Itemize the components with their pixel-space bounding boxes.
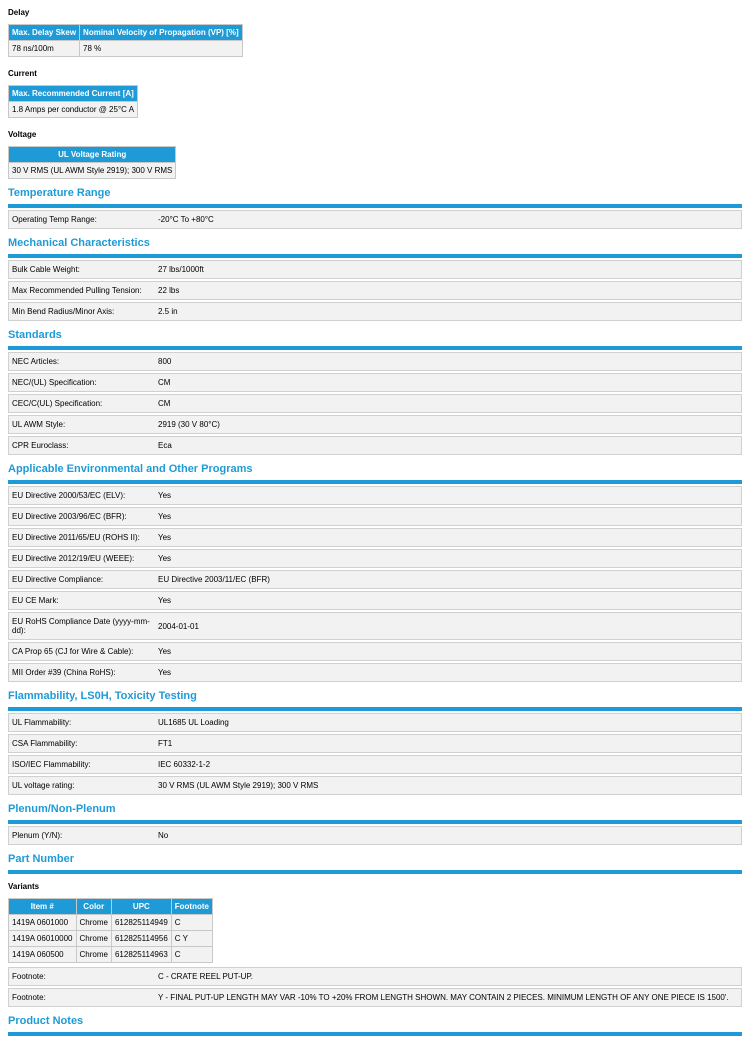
row-label: Min Bend Radius/Minor Axis: — [12, 307, 115, 316]
delay-header-vp: Nominal Velocity of Propagation (VP) [%] — [80, 25, 242, 40]
section-title-temperature: Temperature Range — [8, 187, 111, 199]
standards-row — [8, 373, 742, 392]
row-value: Yes — [158, 533, 172, 542]
environmental-row — [8, 570, 742, 589]
variants-header-upc: UPC — [112, 899, 171, 914]
variant-footnote: C Y — [172, 931, 212, 946]
row-value: UL1685 UL Loading — [158, 718, 229, 727]
variant-color: Chrome — [77, 931, 111, 946]
section-title-part-number: Part Number — [8, 853, 75, 865]
voltage-label: Voltage — [8, 130, 37, 139]
section-divider — [8, 707, 742, 711]
row-value: 27 lbs/1000ft — [158, 265, 204, 274]
row-value: 22 lbs — [158, 286, 180, 295]
current-table — [8, 85, 138, 118]
footnote-row — [8, 967, 742, 986]
row-value: CM — [158, 378, 171, 387]
row-value: Yes — [158, 647, 172, 656]
row-label: EU Directive 2003/96/EC (BFR): — [12, 512, 127, 521]
row-value: 2919 (30 V 80°C) — [158, 420, 220, 429]
footnote-key: Footnote: — [12, 972, 46, 981]
row-value: 2004-01-01 — [158, 621, 199, 631]
product-notes-section — [8, 1015, 742, 1036]
row-value: 800 — [158, 357, 172, 366]
row-label: CA Prop 65 (CJ for Wire & Cable): — [12, 647, 134, 656]
variant-footnote: C — [172, 915, 212, 930]
flammability-row — [8, 755, 742, 774]
row-label: MII Order #39 (China RoHS): — [12, 668, 116, 677]
environmental-row — [8, 507, 742, 526]
section-title-environmental: Applicable Environmental and Other Programs — [8, 463, 253, 475]
delay-skew-value: 78 ns/100m — [9, 41, 79, 56]
variant-upc: 612825114963 — [112, 947, 171, 962]
section-divider — [8, 204, 742, 208]
row-value: 30 V RMS (UL AWM Style 2919); 300 V RMS — [158, 781, 319, 790]
standards-row — [8, 415, 742, 434]
temperature-rows — [8, 210, 742, 229]
standards-row — [8, 436, 742, 455]
row-value: Yes — [158, 512, 172, 521]
row-value: CM — [158, 399, 171, 408]
standards-section — [8, 329, 742, 455]
environmental-row — [8, 549, 742, 568]
environmental-row — [8, 486, 742, 505]
mechanical-section — [8, 237, 742, 321]
footnote-key: Footnote: — [12, 993, 46, 1002]
row-label: CPR Euroclass: — [12, 441, 69, 450]
footnote-row — [8, 988, 742, 1007]
row-value: IEC 60332-1-2 — [158, 760, 211, 769]
plenum-row — [8, 826, 742, 845]
voltage-table — [8, 146, 176, 179]
row-label: Plenum (Y/N): — [12, 831, 63, 840]
row-value: 2.5 in — [158, 307, 178, 316]
table-row — [9, 931, 212, 946]
variant-footnote: C — [172, 947, 212, 962]
section-title-mechanical: Mechanical Characteristics — [8, 237, 150, 249]
row-value: Eca — [158, 441, 172, 450]
variant-upc: 612825114956 — [112, 931, 171, 946]
environmental-row — [8, 591, 742, 610]
part-number-section — [8, 853, 742, 1007]
variant-upc: 612825114949 — [112, 915, 171, 930]
row-value: Yes — [158, 554, 172, 563]
flammability-rows — [8, 713, 742, 795]
temperature-row — [8, 210, 742, 229]
plenum-section — [8, 803, 742, 845]
delay-vp-value: 78 % — [80, 41, 242, 56]
mechanical-rows — [8, 260, 742, 321]
standards-row — [8, 394, 742, 413]
section-divider — [8, 870, 742, 874]
variant-item: 1419A 060500 — [9, 947, 76, 962]
current-header: Max. Recommended Current [A] — [9, 86, 137, 101]
row-label: EU Directive 2011/65/EU (ROHS II): — [12, 533, 140, 542]
standards-rows — [8, 352, 742, 455]
section-divider — [8, 480, 742, 484]
variant-item: 1419A 06010000 — [9, 931, 76, 946]
row-label: EU CE Mark: — [12, 596, 59, 605]
delay-table — [8, 24, 243, 57]
environmental-row — [8, 663, 742, 682]
section-divider — [8, 1032, 742, 1036]
row-label: UL AWM Style: — [12, 420, 66, 429]
section-title-plenum: Plenum/Non-Plenum — [8, 803, 116, 815]
row-label: CEC/C(UL) Specification: — [12, 399, 103, 408]
section-title-flammability: Flammability, LS0H, Toxicity Testing — [8, 690, 197, 702]
variant-item: 1419A 0601000 — [9, 915, 76, 930]
row-label: ISO/IEC Flammability: — [12, 760, 91, 769]
current-label: Current — [8, 69, 37, 78]
environmental-row — [8, 612, 742, 640]
mechanical-row — [8, 281, 742, 300]
section-title-standards: Standards — [8, 329, 62, 341]
row-label: Operating Temp Range: — [12, 215, 97, 224]
row-label: Bulk Cable Weight: — [12, 265, 80, 274]
mechanical-row — [8, 260, 742, 279]
row-label: EU Directive 2000/53/EC (ELV): — [12, 491, 126, 500]
mechanical-row — [8, 302, 742, 321]
footnote-value: Y - FINAL PUT-UP LENGTH MAY VAR -10% TO +20% FROM LENGTH SHOWN. MAY CONTAIN 2 PIECES. MINIMUM LENGTH OF ANY ONE PIECE IS 1500'. — [158, 993, 729, 1002]
row-label: NEC Articles: — [12, 357, 60, 366]
footnote-value: C - CRATE REEL PUT-UP. — [158, 972, 253, 981]
variants-header-item: Item # — [9, 899, 76, 914]
variants-label: Variants — [8, 882, 40, 891]
section-divider — [8, 254, 742, 258]
temperature-section — [8, 187, 742, 229]
row-label: EU RoHS Compliance Date (yyyy-mm-dd): — [12, 617, 150, 635]
row-value: Yes — [158, 491, 172, 500]
section-divider — [8, 820, 742, 824]
row-label: NEC/(UL) Specification: — [12, 378, 97, 387]
flammability-row — [8, 734, 742, 753]
flammability-section — [8, 690, 742, 795]
environmental-row — [8, 528, 742, 547]
row-value: FT1 — [158, 739, 173, 748]
row-value: -20°C To +80°C — [158, 215, 214, 224]
row-label: UL Flammability: — [12, 718, 72, 727]
flammability-row — [8, 713, 742, 732]
delay-header-skew: Max. Delay Skew — [9, 25, 79, 40]
environmental-section — [8, 463, 742, 682]
voltage-header: UL Voltage Rating — [9, 147, 175, 162]
environmental-rows — [8, 486, 742, 682]
row-label: Max Recommended Pulling Tension: — [12, 286, 142, 295]
environmental-row — [8, 642, 742, 661]
row-label: UL voltage rating: — [12, 781, 75, 790]
row-value: No — [158, 831, 169, 840]
row-value: Yes — [158, 596, 172, 605]
row-value: Yes — [158, 668, 172, 677]
table-row — [9, 915, 212, 930]
variants-header-color: Color — [77, 899, 111, 914]
variants-header-footnote: Footnote — [172, 899, 212, 914]
table-row — [9, 947, 212, 962]
current-value: 1.8 Amps per conductor @ 25°C A — [9, 102, 137, 117]
row-label: EU Directive Compliance: — [12, 575, 104, 584]
section-title-product-notes: Product Notes — [8, 1015, 84, 1027]
row-value: EU Directive 2003/11/EC (BFR) — [158, 575, 270, 584]
row-label: EU Directive 2012/19/EU (WEEE): — [12, 554, 135, 563]
voltage-value: 30 V RMS (UL AWM Style 2919); 300 V RMS — [9, 163, 175, 178]
variant-color: Chrome — [77, 947, 111, 962]
standards-row — [8, 352, 742, 371]
delay-label: Delay — [8, 8, 30, 17]
variants-table — [8, 898, 213, 963]
section-divider — [8, 346, 742, 350]
row-label: CSA Flammability: — [12, 739, 78, 748]
plenum-rows — [8, 826, 742, 845]
flammability-row — [8, 776, 742, 795]
variant-color: Chrome — [77, 915, 111, 930]
